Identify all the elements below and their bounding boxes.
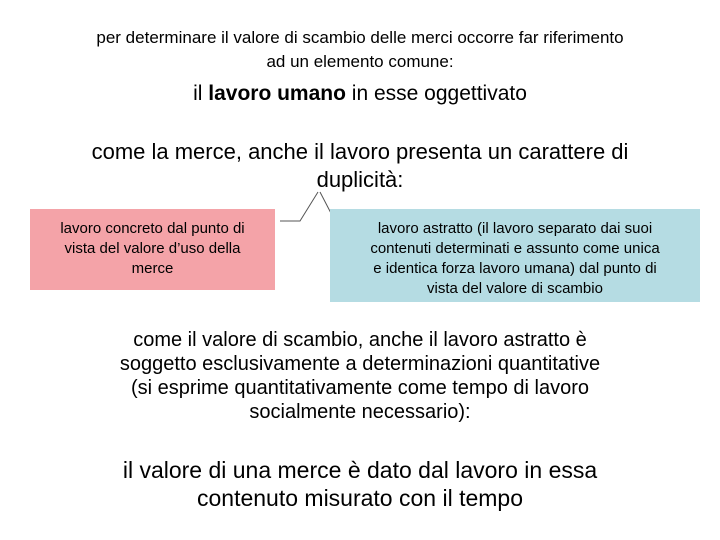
conclusion-text [0, 456, 720, 512]
abstract-line-2: contenuti determinati e assunto come unica [370, 240, 660, 257]
intro-line-2: ad un elemento comune: [266, 52, 454, 71]
exchange-line-2: soggetto esclusivamente a determinazioni quantitative [119, 353, 601, 375]
abstract-line-4: vista del valore di scambio [427, 280, 603, 297]
concrete-labour-box [30, 209, 275, 290]
abstract-labour-box [330, 209, 700, 302]
exchange-line-4: socialmente necessario): [249, 401, 471, 423]
duplicity-heading [0, 138, 720, 194]
concrete-line-2: vista del valore d’uso della [64, 240, 241, 257]
conclusion-line-1: il valore di una merce è dato dal lavoro in essa [122, 457, 598, 483]
key-phrase [0, 80, 720, 108]
intro-line-1: per determinare il valore di scambio delle merci occorre far riferimento [96, 28, 624, 47]
concrete-line-1: lavoro concreto dal punto di [60, 220, 245, 237]
concrete-line-3: merce [131, 260, 174, 277]
key-phrase-suffix: in esse oggettivato [345, 82, 527, 105]
key-phrase-prefix: il [193, 82, 209, 105]
duplicity-line-1: come la merce, anche il lavoro presenta un carattere di [91, 139, 629, 164]
exchange-line-3: (si esprime quantitativamente come tempo di lavoro [131, 377, 589, 399]
intro-text [0, 26, 720, 74]
abstract-line-1: lavoro astratto (il lavoro separato dai suoi [377, 220, 653, 237]
key-phrase-bold: lavoro umano [208, 82, 346, 105]
duplicity-line-2: duplicità: [316, 167, 404, 192]
exchange-value-text [0, 328, 720, 424]
exchange-line-1: come il valore di scambio, anche il lavoro astratto è [133, 329, 587, 351]
abstract-line-3: e identica forza lavoro umana) dal punto di [373, 260, 657, 277]
conclusion-line-2: contenuto misurato con il tempo [196, 485, 523, 511]
branch-line-left [280, 192, 318, 221]
